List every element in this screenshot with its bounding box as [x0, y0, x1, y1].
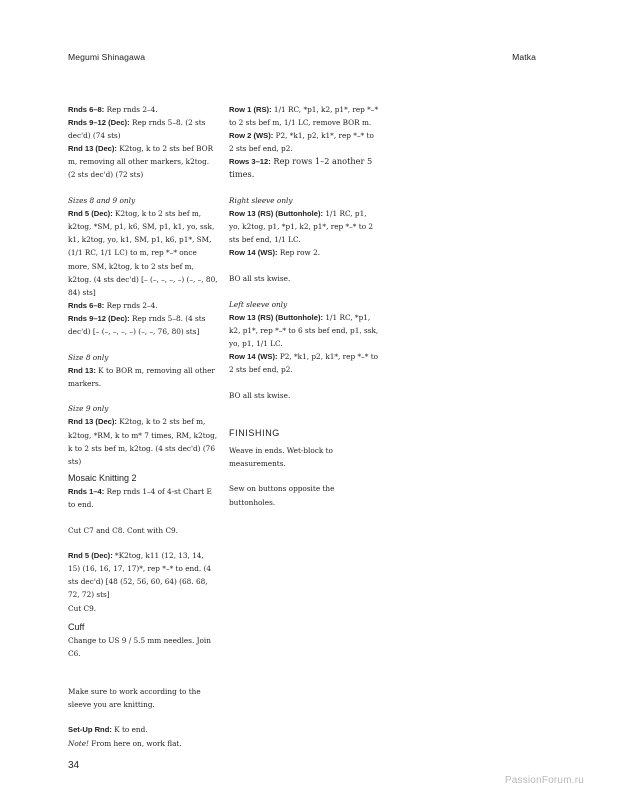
instruction — [68, 103, 218, 116]
instruction — [229, 246, 379, 259]
step-label: Rnd 5 (Dec): — [68, 209, 113, 219]
step-text: 1/1 RC, *p1, k2, p1*, rep *–* to 6 sts bef end, p1, ssk, yo, p1, 1/1 LC. — [229, 312, 379, 348]
right-column — [229, 103, 379, 509]
step-label: Rnd 13 (Dec): — [68, 144, 117, 154]
instruction: Cut C7 and C8. Cont with C9. — [68, 525, 178, 535]
step-label: Row 13 (RS) (Buttonhole): — [229, 312, 324, 322]
instruction — [68, 142, 218, 181]
step-label: Rnd 13: — [68, 365, 96, 375]
size-subheading: Size 9 only — [68, 404, 109, 414]
step-label: Rnds 9–12 (Dec): — [68, 118, 130, 128]
step-label: Rnd 13 (Dec): — [68, 417, 117, 427]
size-subheading: Size 8 only — [68, 352, 109, 362]
sleeve-subheading: Right sleeve only — [229, 196, 293, 206]
instruction — [229, 129, 379, 155]
instruction — [68, 485, 218, 511]
step-label: Row 2 (WS): — [229, 131, 274, 141]
watermark: PassionForum.ru — [504, 775, 584, 786]
step-text: K2tog, k to 2 sts bef m, k2tog, *SM, p1, k6, SM, p1, k1, yo, ssk, k1, k2tog, yo, k1, SM, p1, k6, p1*, SM, (1/1 RC, 1/1 LC) to m, rep *–* once more, SM, k2tog, k to 2 sts bef m, k2tog. (4 sts dec'd) [– (–, –, –, –) (–, –, 80, 84) sts] — [68, 209, 218, 297]
instruction — [229, 155, 379, 181]
step-text: 1/1 RC, p1, yo, k2tog, p1, *p1, k2, p1*, rep *–* to 2 sts bef end, 1/1 LC. — [229, 209, 374, 245]
step-text: Rep rnds 2–4. — [104, 300, 158, 310]
step-label: Row 14 (WS): — [229, 248, 278, 258]
instruction — [68, 364, 218, 390]
instruction — [68, 415, 218, 467]
step-text: Rep rnds 5–8. (2 sts dec'd) (74 sts) — [68, 118, 206, 141]
step-label: Rows 3–12: — [229, 157, 271, 167]
instruction — [229, 350, 379, 376]
instruction — [68, 299, 218, 312]
instruction — [68, 207, 218, 299]
instruction — [68, 723, 218, 736]
step-label: Rnds 6–8: — [68, 300, 105, 310]
step-text: 1/1 RC, *p1, k2, p1*, rep *–* to 2 sts bef m, 1/1 LC, remove BOR m. — [229, 105, 379, 128]
instruction — [68, 312, 218, 338]
instruction: BO all sts kwise. — [229, 274, 291, 284]
step-text: K2tog, k to 2 sts bef m, k2tog, *RM, k to m* 7 times, RM, k2tog, k to 2 sts bef m, k2tog. (4 sts dec'd) (76 sts) — [68, 417, 218, 466]
instruction — [68, 549, 218, 601]
instruction — [229, 311, 379, 350]
step-label: Set-Up Rnd: — [68, 725, 112, 735]
size-subheading: Sizes 8 and 9 only — [68, 196, 136, 206]
step-label: Row 14 (WS): — [229, 352, 278, 361]
step-text: Rep rnds 5–8. (4 sts dec'd) [– (–, –, –, –) (–, –, 76, 80) sts] — [68, 313, 206, 336]
step-label: Rnd 5 (Dec): — [68, 551, 113, 561]
instruction: BO all sts kwise. — [229, 390, 291, 400]
step-text: Rep rows 1–2 another 5 times. — [229, 156, 373, 180]
running-header-author: Megumi Shinagawa — [68, 52, 146, 62]
step-text: *K2tog, k11 (12, 13, 14, 15) (16, 16, 17, 17)*, rep *–* to end. (4 sts dec'd) [48 (52, 56, 60, 64) (68. 68, 72, 72) sts] — [68, 551, 212, 600]
step-text: Rep rnds 2–4. — [104, 105, 158, 114]
step-label: Row 1 (RS): — [229, 105, 272, 114]
instruction — [68, 116, 218, 142]
sleeve-subheading: Left sleeve only — [229, 299, 288, 309]
instruction: Cut C9. — [68, 603, 97, 613]
running-header-title: Matka — [512, 52, 536, 62]
page-number: 34 — [68, 760, 80, 771]
instruction: Make sure to work according to the sleeve you are knitting. — [68, 686, 201, 709]
step-text: Rep rnds 1–4 of 4-st Chart E to end. — [68, 486, 212, 509]
section-heading-finishing: FINISHING — [229, 427, 280, 438]
instruction: Weave in ends. Wet-block to measurements. — [229, 445, 333, 468]
note-label: Note! — [68, 738, 89, 748]
step-label: Rnds 6–8: — [68, 105, 105, 114]
instruction — [229, 207, 379, 246]
left-column — [68, 103, 218, 750]
note — [68, 737, 218, 750]
instruction — [229, 103, 379, 129]
step-label: Rnds 9–12 (Dec): — [68, 313, 130, 323]
note-text: From here on, work flat. — [88, 738, 182, 748]
step-text: P2, *k1, p2, k1*, rep *–* to 2 sts bef end, p2. — [229, 131, 374, 154]
section-heading-cuff: Cuff — [68, 621, 85, 632]
step-text: K to BOR m, removing all other markers. — [68, 365, 215, 388]
step-text: K2tog, k to 2 sts bef BOR m, removing all other markers, k2tog. (2 sts dec'd) (72 sts) — [68, 144, 214, 180]
step-text: Rep row 2. — [277, 248, 321, 258]
step-text: P2, *k1, p2, k1*, rep *–* to 2 sts bef end, p2. — [229, 352, 379, 375]
instruction: Change to US 9 / 5.5 mm needles. Join C6. — [68, 635, 211, 658]
instruction: Sew on buttons opposite the buttonholes. — [229, 484, 335, 507]
step-label: Row 13 (RS) (Buttonhole): — [229, 209, 324, 219]
step-text: K to end. — [111, 725, 148, 735]
section-heading-mosaic: Mosaic Knitting 2 — [68, 472, 137, 483]
step-label: Rnds 1–4: — [68, 486, 105, 496]
